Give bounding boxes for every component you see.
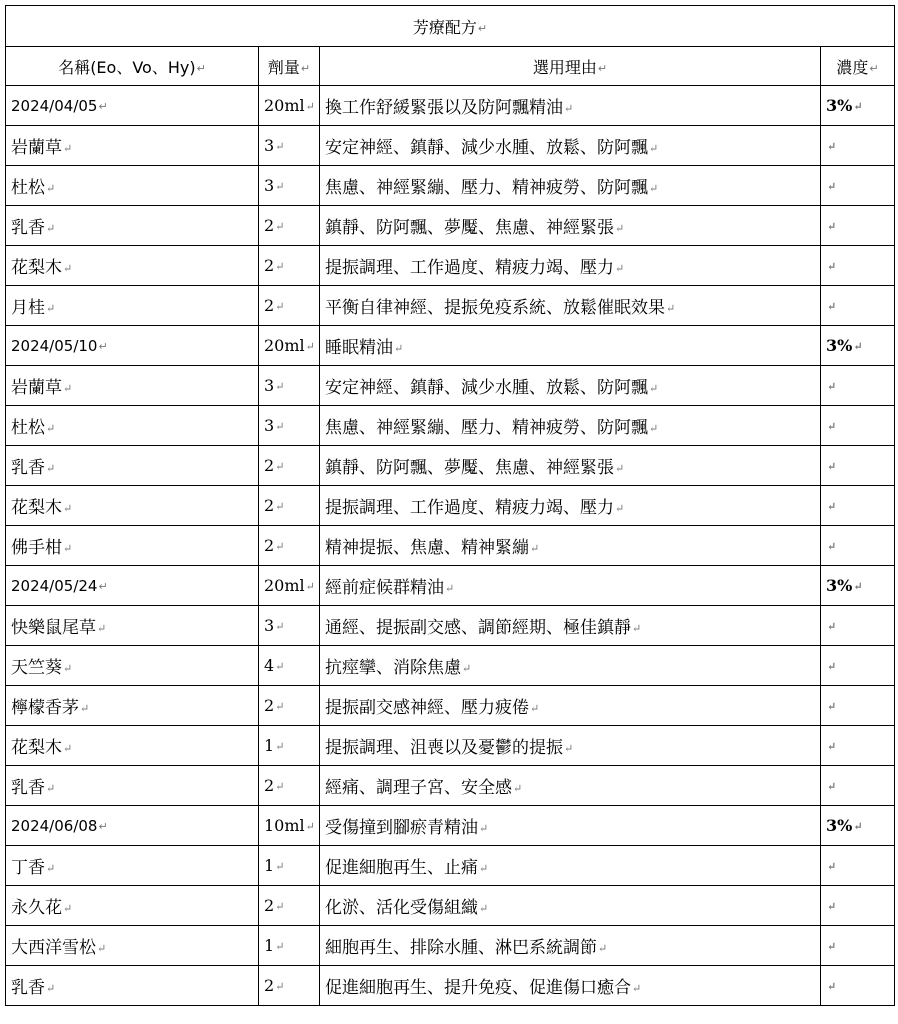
- recipe-header-row: [6, 326, 895, 366]
- title-row: [6, 6, 895, 47]
- paragraph-mark-icon: ↵: [632, 982, 642, 995]
- cell-concentration: [821, 446, 895, 486]
- cell-name: [6, 366, 259, 406]
- paragraph-mark-icon: ↵: [305, 100, 315, 113]
- cell-concentration: [821, 566, 895, 606]
- cell-reason: [320, 206, 821, 246]
- cell-name: [6, 566, 259, 606]
- cell-reason: [320, 806, 821, 846]
- header-concentration-text: 濃度: [836, 57, 869, 77]
- paragraph-mark-icon: ↵: [275, 940, 285, 953]
- recipe-header-row: [6, 86, 895, 126]
- paragraph-mark-icon: ↵: [275, 660, 285, 673]
- cell-dose: [259, 606, 320, 646]
- cell-reason-text: 經前症候群精油: [325, 578, 444, 598]
- paragraph-mark-icon: ↵: [649, 382, 659, 395]
- paragraph-mark-icon: ↵: [827, 980, 837, 993]
- cell-name-text: 乳香: [11, 218, 45, 238]
- cell-name: [6, 246, 259, 286]
- ingredient-row: [6, 526, 895, 566]
- cell-reason: [320, 126, 821, 166]
- paragraph-mark-icon: ↵: [97, 942, 107, 955]
- cell-dose: [259, 166, 320, 206]
- cell-reason-text: 細胞再生、排除水腫、淋巴系統調節: [325, 938, 597, 958]
- paragraph-mark-icon: ↵: [827, 780, 837, 793]
- cell-concentration: [821, 126, 895, 166]
- cell-dose-text: 2: [264, 896, 275, 915]
- paragraph-mark-icon: ↵: [827, 900, 837, 913]
- paragraph-mark-icon: ↵: [479, 902, 489, 915]
- cell-name: [6, 526, 259, 566]
- ingredient-row: [6, 366, 895, 406]
- paragraph-mark-icon: ↵: [649, 142, 659, 155]
- ingredient-row: [6, 886, 895, 926]
- cell-concentration: [821, 766, 895, 806]
- cell-name: [6, 166, 259, 206]
- cell-dose: [259, 766, 320, 806]
- cell-reason: [320, 526, 821, 566]
- paragraph-mark-icon: ↵: [869, 61, 879, 75]
- cell-reason-text: 促進細胞再生、提升免疫、促進傷口癒合: [325, 978, 631, 998]
- paragraph-mark-icon: ↵: [853, 340, 863, 353]
- cell-dose-text: 10ml: [264, 816, 305, 835]
- cell-dose-text: 2: [264, 976, 275, 995]
- paragraph-mark-icon: ↵: [46, 182, 56, 195]
- ingredient-row: [6, 166, 895, 206]
- cell-name-text: 花梨木: [11, 498, 62, 518]
- cell-reason-text: 經痛、調理子宮、安全感: [325, 778, 512, 798]
- cell-dose-text: 2: [264, 776, 275, 795]
- paragraph-mark-icon: ↵: [98, 819, 108, 833]
- cell-concentration: [821, 246, 895, 286]
- paragraph-mark-icon: ↵: [827, 180, 837, 193]
- ingredient-row: [6, 286, 895, 326]
- cell-reason-text: 提振調理、沮喪以及憂鬱的提振: [325, 738, 563, 758]
- paragraph-mark-icon: ↵: [275, 380, 285, 393]
- paragraph-mark-icon: ↵: [827, 420, 837, 433]
- paragraph-mark-icon: ↵: [649, 182, 659, 195]
- paragraph-mark-icon: ↵: [598, 942, 608, 955]
- cell-concentration-text: 3%: [826, 96, 853, 115]
- header-name: [6, 47, 259, 86]
- paragraph-mark-icon: ↵: [394, 342, 404, 355]
- cell-reason-text: 促進細胞再生、止痛: [325, 858, 478, 878]
- cell-reason-text: 提振調理、工作過度、精疲力竭、壓力: [325, 258, 614, 278]
- ingredient-row: [6, 486, 895, 526]
- cell-reason: [320, 686, 821, 726]
- header-dose-text: 劑量: [267, 57, 300, 77]
- cell-reason-text: 平衡自律神經、提振免疫系統、放鬆催眠效果: [325, 298, 665, 318]
- paragraph-mark-icon: ↵: [275, 220, 285, 233]
- ingredient-row: [6, 406, 895, 446]
- cell-concentration: [821, 846, 895, 886]
- header-concentration: [821, 47, 895, 86]
- paragraph-mark-icon: ↵: [63, 742, 73, 755]
- paragraph-mark-icon: ↵: [615, 462, 625, 475]
- paragraph-mark-icon: ↵: [827, 740, 837, 753]
- cell-dose: [259, 526, 320, 566]
- cell-dose-text: 2: [264, 256, 275, 275]
- cell-dose: [259, 966, 320, 1006]
- table-title: [6, 6, 895, 47]
- paragraph-mark-icon: ↵: [275, 260, 285, 273]
- cell-name-text: 岩蘭草: [11, 378, 62, 398]
- paragraph-mark-icon: ↵: [97, 622, 107, 635]
- header-dose: [259, 47, 320, 86]
- paragraph-mark-icon: ↵: [275, 740, 285, 753]
- cell-dose: [259, 326, 320, 366]
- cell-dose: [259, 646, 320, 686]
- cell-name: [6, 726, 259, 766]
- cell-reason-text: 通經、提振副交感、調節經期、極佳鎮靜: [325, 618, 631, 638]
- paragraph-mark-icon: ↵: [275, 540, 285, 553]
- cell-concentration-text: 3%: [826, 816, 853, 835]
- cell-reason: [320, 926, 821, 966]
- cell-name-text: 岩蘭草: [11, 138, 62, 158]
- cell-reason-text: 提振調理、工作過度、精疲力竭、壓力: [325, 498, 614, 518]
- paragraph-mark-icon: ↵: [63, 142, 73, 155]
- cell-dose-text: 20ml: [264, 96, 305, 115]
- ingredient-row: [6, 726, 895, 766]
- cell-reason-text: 焦慮、神經緊繃、壓力、精神疲勞、防阿飄: [325, 178, 648, 198]
- recipe-header-row: [6, 806, 895, 846]
- cell-name: [6, 486, 259, 526]
- paragraph-mark-icon: ↵: [275, 900, 285, 913]
- cell-name: [6, 646, 259, 686]
- paragraph-mark-icon: ↵: [827, 460, 837, 473]
- cell-dose: [259, 846, 320, 886]
- paragraph-mark-icon: ↵: [275, 180, 285, 193]
- cell-dose-text: 3: [264, 616, 275, 635]
- paragraph-mark-icon: ↵: [827, 860, 837, 873]
- cell-reason: [320, 286, 821, 326]
- paragraph-mark-icon: ↵: [827, 220, 837, 233]
- cell-name-text: 檸檬香茅: [11, 698, 79, 718]
- cell-name-text: 佛手柑: [11, 538, 62, 558]
- cell-dose: [259, 686, 320, 726]
- paragraph-mark-icon: ↵: [98, 99, 108, 113]
- cell-name: [6, 206, 259, 246]
- paragraph-mark-icon: ↵: [63, 502, 73, 515]
- cell-reason-text: 焦慮、神經緊繃、壓力、精神疲勞、防阿飄: [325, 418, 648, 438]
- cell-concentration-text: 3%: [826, 576, 853, 595]
- cell-concentration: [821, 606, 895, 646]
- cell-name-text: 天竺葵: [11, 658, 62, 678]
- paragraph-mark-icon: ↵: [827, 540, 837, 553]
- paragraph-mark-icon: ↵: [63, 902, 73, 915]
- paragraph-mark-icon: ↵: [275, 460, 285, 473]
- paragraph-mark-icon: ↵: [275, 780, 285, 793]
- cell-concentration: [821, 926, 895, 966]
- cell-dose-text: 2: [264, 696, 275, 715]
- cell-reason-text: 安定神經、鎮靜、減少水腫、放鬆、防阿飄: [325, 138, 648, 158]
- cell-name-text: 2024/05/10: [11, 336, 98, 355]
- cell-reason: [320, 406, 821, 446]
- paragraph-mark-icon: ↵: [80, 702, 90, 715]
- cell-reason: [320, 566, 821, 606]
- ingredient-row: [6, 246, 895, 286]
- paragraph-mark-icon: ↵: [275, 700, 285, 713]
- cell-reason-text: 安定神經、鎮靜、減少水腫、放鬆、防阿飄: [325, 378, 648, 398]
- cell-concentration: [821, 286, 895, 326]
- cell-name: [6, 126, 259, 166]
- cell-concentration: [821, 166, 895, 206]
- cell-name: [6, 326, 259, 366]
- paragraph-mark-icon: ↵: [530, 542, 540, 555]
- ingredient-row: [6, 966, 895, 1006]
- cell-name-text: 杜松: [11, 178, 45, 198]
- header-reason-text: 選用理由: [532, 57, 597, 77]
- paragraph-mark-icon: ↵: [98, 579, 108, 593]
- paragraph-mark-icon: ↵: [46, 462, 56, 475]
- ingredient-row: [6, 646, 895, 686]
- ingredient-row: [6, 606, 895, 646]
- paragraph-mark-icon: ↵: [827, 700, 837, 713]
- cell-dose: [259, 886, 320, 926]
- paragraph-mark-icon: ↵: [827, 260, 837, 273]
- cell-dose: [259, 246, 320, 286]
- header-reason: [320, 47, 821, 86]
- cell-reason-text: 換工作舒緩緊張以及防阿飄精油: [325, 98, 563, 118]
- paragraph-mark-icon: ↵: [615, 502, 625, 515]
- paragraph-mark-icon: ↵: [275, 620, 285, 633]
- cell-name-text: 快樂鼠尾草: [11, 618, 96, 638]
- cell-concentration: [821, 326, 895, 366]
- paragraph-mark-icon: ↵: [63, 262, 73, 275]
- cell-dose: [259, 486, 320, 526]
- cell-dose-text: 1: [264, 936, 275, 955]
- paragraph-mark-icon: ↵: [275, 420, 285, 433]
- paragraph-mark-icon: ↵: [46, 782, 56, 795]
- ingredient-row: [6, 926, 895, 966]
- ingredient-row: [6, 846, 895, 886]
- paragraph-mark-icon: ↵: [305, 820, 315, 833]
- ingredient-row: [6, 206, 895, 246]
- ingredient-row: [6, 446, 895, 486]
- cell-dose-text: 2: [264, 216, 275, 235]
- paragraph-mark-icon: ↵: [827, 300, 837, 313]
- paragraph-mark-icon: ↵: [530, 702, 540, 715]
- cell-dose: [259, 926, 320, 966]
- cell-name: [6, 846, 259, 886]
- paragraph-mark-icon: ↵: [666, 302, 676, 315]
- cell-reason: [320, 766, 821, 806]
- paragraph-mark-icon: ↵: [827, 660, 837, 673]
- cell-name: [6, 286, 259, 326]
- cell-dose-text: 2: [264, 456, 275, 475]
- cell-name-text: 丁香: [11, 858, 45, 878]
- cell-name-text: 杜松: [11, 418, 45, 438]
- header-name-text: 名稱(Eo、Vo、Hy): [58, 57, 196, 77]
- paragraph-mark-icon: ↵: [196, 61, 206, 75]
- cell-concentration-text: 3%: [826, 336, 853, 355]
- recipe-table: [5, 5, 895, 1006]
- cell-reason: [320, 886, 821, 926]
- paragraph-mark-icon: ↵: [46, 422, 56, 435]
- paragraph-mark-icon: ↵: [632, 622, 642, 635]
- cell-dose: [259, 446, 320, 486]
- cell-concentration: [821, 686, 895, 726]
- paragraph-mark-icon: ↵: [63, 662, 73, 675]
- paragraph-mark-icon: ↵: [275, 860, 285, 873]
- cell-dose-text: 2: [264, 536, 275, 555]
- cell-dose: [259, 206, 320, 246]
- paragraph-mark-icon: ↵: [46, 222, 56, 235]
- paragraph-mark-icon: ↵: [827, 380, 837, 393]
- cell-reason-text: 受傷撞到腳瘀青精油: [325, 818, 478, 838]
- cell-name: [6, 86, 259, 126]
- paragraph-mark-icon: ↵: [63, 542, 73, 555]
- cell-name: [6, 606, 259, 646]
- paragraph-mark-icon: ↵: [305, 340, 315, 353]
- cell-reason: [320, 846, 821, 886]
- cell-dose-text: 2: [264, 296, 275, 315]
- cell-concentration: [821, 886, 895, 926]
- cell-dose: [259, 806, 320, 846]
- paragraph-mark-icon: ↵: [827, 140, 837, 153]
- ingredient-row: [6, 766, 895, 806]
- cell-name-text: 永久花: [11, 898, 62, 918]
- recipe-header-row: [6, 566, 895, 606]
- cell-dose: [259, 366, 320, 406]
- cell-dose-text: 1: [264, 856, 275, 875]
- paragraph-mark-icon: ↵: [275, 140, 285, 153]
- cell-concentration: [821, 726, 895, 766]
- cell-name-text: 月桂: [11, 298, 45, 318]
- cell-name-text: 2024/05/24: [11, 576, 98, 595]
- paragraph-mark-icon: ↵: [275, 980, 285, 993]
- paragraph-mark-icon: ↵: [479, 862, 489, 875]
- cell-reason: [320, 486, 821, 526]
- cell-dose-text: 2: [264, 496, 275, 515]
- paragraph-mark-icon: ↵: [479, 822, 489, 835]
- cell-concentration: [821, 366, 895, 406]
- paragraph-mark-icon: ↵: [827, 620, 837, 633]
- cell-concentration: [821, 206, 895, 246]
- paragraph-mark-icon: ↵: [513, 782, 523, 795]
- cell-reason: [320, 726, 821, 766]
- cell-dose: [259, 726, 320, 766]
- cell-reason: [320, 966, 821, 1006]
- cell-dose-text: 20ml: [264, 576, 305, 595]
- cell-name-text: 花梨木: [11, 738, 62, 758]
- cell-name: [6, 926, 259, 966]
- cell-name-text: 花梨木: [11, 258, 62, 278]
- cell-dose: [259, 126, 320, 166]
- cell-concentration: [821, 486, 895, 526]
- cell-reason-text: 化淤、活化受傷組織: [325, 898, 478, 918]
- cell-reason: [320, 326, 821, 366]
- cell-name-text: 2024/06/08: [11, 816, 98, 835]
- cell-name-text: 大西洋雪松: [11, 938, 96, 958]
- cell-reason: [320, 446, 821, 486]
- cell-concentration: [821, 86, 895, 126]
- cell-dose-text: 3: [264, 376, 275, 395]
- cell-name-text: 2024/04/05: [11, 96, 98, 115]
- cell-name-text: 乳香: [11, 458, 45, 478]
- paragraph-mark-icon: ↵: [305, 580, 315, 593]
- cell-dose: [259, 86, 320, 126]
- ingredient-row: [6, 126, 895, 166]
- cell-reason-text: 提振副交感神經、壓力疲倦: [325, 698, 529, 718]
- cell-reason-text: 抗痙攣、消除焦慮: [325, 658, 461, 678]
- cell-name: [6, 766, 259, 806]
- paragraph-mark-icon: ↵: [98, 339, 108, 353]
- cell-reason-text: 鎮靜、防阿飄、夢魘、焦慮、神經緊張: [325, 218, 614, 238]
- cell-dose-text: 3: [264, 416, 275, 435]
- cell-dose: [259, 406, 320, 446]
- cell-concentration: [821, 406, 895, 446]
- paragraph-mark-icon: ↵: [46, 302, 56, 315]
- paragraph-mark-icon: ↵: [615, 222, 625, 235]
- cell-dose-text: 3: [264, 136, 275, 155]
- paragraph-mark-icon: ↵: [853, 580, 863, 593]
- cell-dose-text: 3: [264, 176, 275, 195]
- paragraph-mark-icon: ↵: [477, 21, 488, 35]
- cell-concentration: [821, 966, 895, 1006]
- cell-reason-text: 精神提振、焦慮、精神緊繃: [325, 538, 529, 558]
- cell-name: [6, 446, 259, 486]
- ingredient-row: [6, 686, 895, 726]
- paragraph-mark-icon: ↵: [564, 742, 574, 755]
- paragraph-mark-icon: ↵: [597, 61, 608, 75]
- cell-name: [6, 886, 259, 926]
- cell-reason-text: 鎮靜、防阿飄、夢魘、焦慮、神經緊張: [325, 458, 614, 478]
- paragraph-mark-icon: ↵: [615, 262, 625, 275]
- cell-concentration: [821, 806, 895, 846]
- table-title-text: 芳療配方: [412, 17, 477, 37]
- cell-concentration: [821, 526, 895, 566]
- cell-reason: [320, 606, 821, 646]
- cell-reason-text: 睡眠精油: [325, 338, 393, 358]
- cell-reason: [320, 366, 821, 406]
- paragraph-mark-icon: ↵: [275, 300, 285, 313]
- cell-dose-text: 20ml: [264, 336, 305, 355]
- cell-dose-text: 1: [264, 736, 275, 755]
- paragraph-mark-icon: ↵: [275, 500, 285, 513]
- paragraph-mark-icon: ↵: [827, 500, 837, 513]
- cell-reason: [320, 246, 821, 286]
- paragraph-mark-icon: ↵: [46, 862, 56, 875]
- cell-name: [6, 686, 259, 726]
- cell-reason: [320, 86, 821, 126]
- paragraph-mark-icon: ↵: [300, 61, 311, 75]
- cell-concentration: [821, 646, 895, 686]
- cell-dose: [259, 566, 320, 606]
- paragraph-mark-icon: ↵: [827, 940, 837, 953]
- paragraph-mark-icon: ↵: [853, 820, 863, 833]
- paragraph-mark-icon: ↵: [853, 100, 863, 113]
- cell-name: [6, 966, 259, 1006]
- cell-name: [6, 406, 259, 446]
- cell-name-text: 乳香: [11, 778, 45, 798]
- paragraph-mark-icon: ↵: [462, 662, 472, 675]
- cell-dose-text: 4: [264, 656, 275, 675]
- paragraph-mark-icon: ↵: [649, 422, 659, 435]
- paragraph-mark-icon: ↵: [46, 982, 56, 995]
- header-row: [6, 47, 895, 86]
- paragraph-mark-icon: ↵: [445, 582, 455, 595]
- paragraph-mark-icon: ↵: [63, 382, 73, 395]
- cell-reason: [320, 646, 821, 686]
- cell-reason: [320, 166, 821, 206]
- cell-dose: [259, 286, 320, 326]
- paragraph-mark-icon: ↵: [564, 102, 574, 115]
- cell-name-text: 乳香: [11, 978, 45, 998]
- cell-name: [6, 806, 259, 846]
